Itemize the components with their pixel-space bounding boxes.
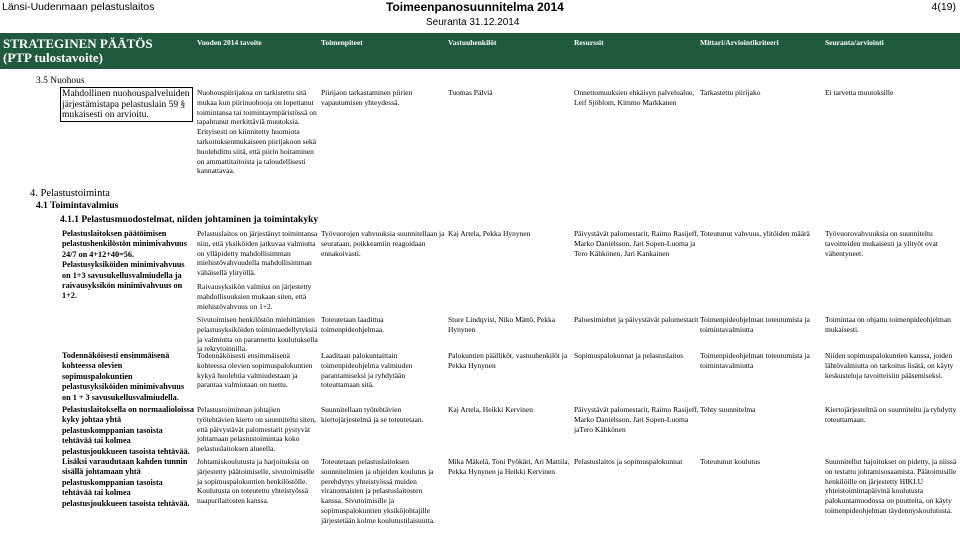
section-3-5-actions: Piirijaon tarkastaminen piirien vapautumisen yhteydessä. [321, 88, 413, 107]
block3-followup: Niiden sopimuspalokuntien kanssa, joiden lähtövalmiutta on tarkoitus lisätä, on käyty keskusteluja tavoitteisiin pääsemiseksi. [825, 351, 954, 380]
block3-actions: Laaditaan palokuntaittain toimenpideohjelma valmiuden parantamiseksi ja ryhdytään toteuttamaan sitä. [321, 351, 413, 390]
document-subtitle: Seuranta 31.12.2014 [426, 17, 520, 28]
section-3-5-responsible: Tuomas Pälviä [448, 88, 493, 97]
block4-actions2: Toteutetaan pelastuslaitoksen suunnitelmien ja ohjeiden koulutus ja perehdytys yhteistyössä muiden viranomaisten ja pelastuslaitosten kanssa. Sivutoimisille ja sopimuspalokuntien yksiköjohtajille järjestetään kolme koulutustilaisuutta. [321, 457, 435, 525]
section-4-heading: 4. Pelastustoiminta [30, 188, 110, 199]
col-followup: Seuranta/arviointi [825, 38, 884, 47]
section-3-5-resources: Onnettomuuksien ehkäisyn palvelualue, Leif Sjöblom, Kimmo Markkanen [574, 88, 695, 107]
block4-responsible2: Mika Mäkelä, Toni Pyökäri, Ari Mattila, Pekka Hynynen ja Heikki Kervinen [448, 457, 570, 476]
block4-goal2: Johtamiskoulutusta ja harjoituksia on järjestetty päätoimiselle, sivutoimiselle ja sopimuspalokuntien henkilöstölle. Koulutusta on toteutettu yhteistyössä naapurilaitosten kanssa. [197, 457, 315, 506]
page-number: 4(19) [931, 1, 956, 13]
col-goal: Vuoden 2014 tavoite [197, 38, 262, 47]
block4-responsible1: Kaj Artela, Heikki Kervinen [448, 405, 533, 414]
section-3-5-heading: 3.5 Nuohous [36, 76, 85, 86]
block2-metric: Toimenpideohjelman toteutumista ja toimintavalmiutta [700, 315, 810, 334]
document-header [0, 0, 960, 28]
section-3-5-followup: Ei tarvetta muutoksille [825, 88, 894, 97]
block4-decision: Pelastuslaitoksella on normaalioloissa kyky johtaa yhtä pelastuskomppanian tasoista tehtävää tai kolmea pelastusjoukkueen tasoista tehtävää. Lisäksi varaudutaan kahden tunnin sisällä johtamaan yhtä pelastuskomppanian tasoista tehtävää tai kolmea pelastusjoukkueen tasoista tehtävää. [62, 405, 194, 508]
block4-actions1: Suunnitellaan työtehtävien kiertojärjestelmä ja se toteutetaan. [321, 405, 424, 424]
band-main-line2: (PTP tulostavoite) [3, 50, 104, 65]
block2-responsible: Sture Lindqvist, Niko Mättö, Pekka Hynynen [448, 315, 556, 334]
strategic-decision-header [3, 37, 153, 65]
col-metric: Mittari/Arviointikriteeri [700, 38, 779, 47]
section-3-5-decision: Mahdollinen nuohouspalveluiden järjestämistapa pelastuslain 59 § mukaisesti on arvioitu. [62, 89, 190, 120]
block3-decision: Todennäköisesti ensimmäisenä kohteessa olevien sopimuspalokuntien pelastusyksiköiden minimivahvuus on 1 + 3 savusukellusvalmiudella. [62, 351, 185, 402]
block2-goal: Sivutoimisen henkilöstön miehittämien pelastusyksiköiden toimintaedellytyksiä ja valmiutta on parannettu koulutuksella ja rekrytoinnilla. [197, 315, 318, 354]
block4-followup2: Suunnitellut hajoitukset on pidetty, ja niissä on testattu johtamisosaamista. Päätoimisille henkilöille on järjestetty HIKLU yhteistoimintapäivinä koulutusta palokuntamuodossa on puutteita, on käyty toimenpideohjelman täydennyskoulutusta. [825, 457, 957, 515]
col-resources: Resurssit [574, 38, 604, 47]
block1-actions: Työvuorojen vahvuuksia suunnitellaan ja seurataan, poikkeamiin reagoidaan ennakoivasti. [321, 229, 445, 258]
col-responsible: Vastuuhenkilöt [448, 38, 497, 47]
block2-actions: Toteutetaan laadittua toimenpideohjelmaa. [321, 315, 385, 334]
block2-resources: Paloesimiehet ja päivystävät palomestarit [574, 315, 699, 324]
section-4-1-1-heading: 4.1.1 Pelastusmuodostelmat, niiden johtaminen ja toimintakyky [60, 215, 319, 225]
block1-responsible: Kaj Artela, Pekka Hynynen [448, 229, 531, 238]
block1-decision: Pelastuslaitoksen päätöimisen pelastushenkilöstön minimivahvuus 24/7 on 4+12+40=56. Pelastusyksiköiden minimivahvuus on 1+3 savusukellusvalmiudella ja raivausyksikön minimivahvuus on 1+2. [62, 229, 187, 301]
block4-metric2: Toteutunut koulutus [700, 457, 761, 466]
block2-followup: Toimintaa on ohjattu toimenpideohjelman mukaisesti. [825, 315, 951, 334]
block1-followup: Työvuorovahvuuksia on suunniteltu tavoitteiden mukaisesti ja ylityöt ovat vähentyneet. [825, 229, 938, 258]
block1-resources: Päivystävät palomestarit, Raimo Rasijeff, Marko Danielsson, Jari Sopen-Luoma ja Tero Kähkönen, Jari Kankainen [574, 229, 699, 258]
block4-resources1: Päivystävät palomestarit, Raimo Rasijeff, Marko Danielsson, Jari Sopen-Luoma jaTero Kähkönen [574, 405, 699, 434]
section-3-5-metric: Tarkastettu piirijako [700, 88, 761, 97]
block1-goal2: Raivausyksikön valmius on järjestetty mahdollisuuksien mukaan siten, että miehistövahvuus on 1+2. [197, 282, 312, 311]
band-main-line1: STRATEGINEN PÄÄTÖS [3, 36, 153, 51]
document-title: Toimeenpanosuunnitelma 2014 [386, 0, 564, 14]
section-4-1-heading: 4.1 Toimintavalmius [36, 201, 119, 211]
block3-resources: Sopimuspalokunnat ja pelastuslaitos [574, 351, 684, 360]
section-3-5-goal: Nuohouspiirijakoa on tarkistettu sitä mukaa kun piirinuohooja on lopettanut toimintansa tai toimintaympäristössä on tapahtunut merkittäviä muutoksia. Erityisesti on kiinnitetty huomiota tarkoituksenmukaiseen piirijakoon sekä huolehdittu siitä, että piirin hoitaminen on ammattitaitoista ja taloudellisesti kannattavaa. [197, 88, 317, 176]
org-name: Länsi-Uudenmaan pelastuslaitos [2, 1, 155, 13]
block4-followup1: Kiertojärjestelmä on suunniteltu ja ryhdytty toteuttamaan. [825, 405, 957, 424]
block1-goal1: Pelastuslaitos on järjestänyt toimintansa niin, että yksiköiden jatkuvaa valmiutta on ylläpidetty mahdollisimman miehistövahvuudella mahdollisimman vähäisellä ylityöllä. [197, 229, 318, 278]
block4-metric1: Tehty suunnitelma [700, 405, 756, 414]
col-actions: Toimenpiteet [321, 38, 363, 47]
column-header-band [0, 33, 960, 69]
block4-goal1: Pelastustoiminnan johtajien työtehtävien kierto on suunniteltu siten, että päivystävät palomestarit pystyvät johtamaan pelastustoimintaa koko pelastuslaitoksen alueella. [197, 405, 316, 454]
block1-metric: Toteutunut vahvuus, ylitöiden määrä [700, 229, 810, 238]
block3-responsible: Palokuntien päälliköt, vastuuhenkilöt ja Pekka Hynynen [448, 351, 568, 370]
block3-goal: Todennäköisesti ensimmäisenä kohteessa olevien sopimuspalokuntien kykyä huolehtia valmiudestaan ja parantaa valmiutaan on tuettu. [197, 351, 313, 390]
block3-metric: Toimenpideohjelman toteutumista ja toimintavalmiutta [700, 351, 810, 370]
block4-resources2: Pelastuslaitos ja sopimuspalokunnat [574, 457, 683, 466]
